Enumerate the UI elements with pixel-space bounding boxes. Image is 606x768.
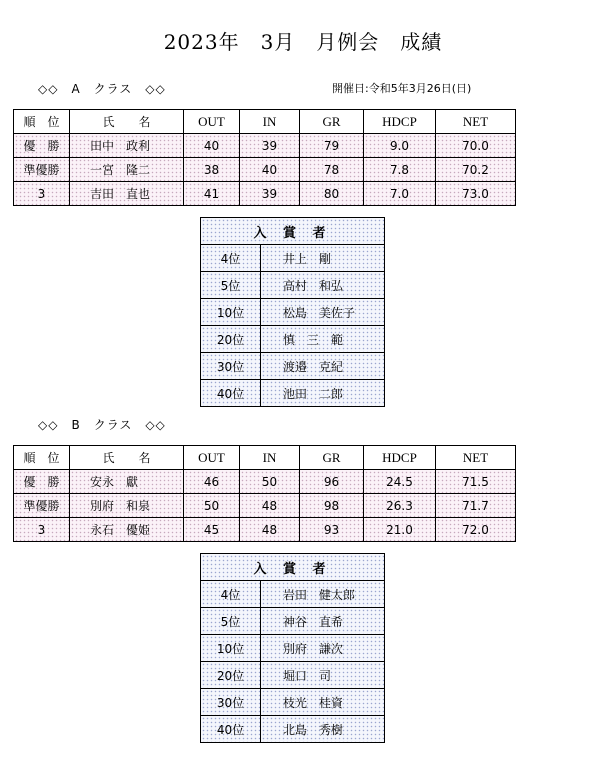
name-cell: 田中 政利	[70, 134, 184, 158]
list-item	[201, 635, 385, 662]
col-in: IN	[240, 110, 300, 134]
in-cell: 48	[240, 494, 300, 518]
col-rank: 順 位	[14, 110, 70, 134]
hdcp-cell: 26.3	[364, 494, 436, 518]
table-row	[14, 158, 516, 182]
name-cell: 別府 和泉	[70, 494, 184, 518]
table-row	[14, 518, 516, 542]
col-gr: GR	[300, 446, 364, 470]
prize-rank: 40位	[201, 380, 261, 407]
class-b-label: ◇◇ B クラス ◇◇	[38, 418, 166, 432]
col-net: NET	[436, 110, 516, 134]
prize-rank: 5位	[201, 608, 261, 635]
prize-name: 慎 三 範	[261, 326, 385, 353]
col-gr: GR	[300, 110, 364, 134]
prize-name: 枝光 桂資	[261, 689, 385, 716]
out-cell: 40	[184, 134, 240, 158]
col-name: 氏 名	[70, 446, 184, 470]
rank-cell: 3	[14, 182, 70, 206]
prize-rank: 4位	[201, 581, 261, 608]
col-name: 氏 名	[70, 110, 184, 134]
prize-rank: 40位	[201, 716, 261, 743]
prize-rank: 4位	[201, 245, 261, 272]
in-cell: 39	[240, 182, 300, 206]
col-hdcp: HDCP	[364, 446, 436, 470]
hdcp-cell: 24.5	[364, 470, 436, 494]
name-cell: 吉田 直也	[70, 182, 184, 206]
prize-rank: 10位	[201, 635, 261, 662]
out-cell: 45	[184, 518, 240, 542]
class-a-prize-table	[200, 217, 385, 407]
prize-rank: 10位	[201, 299, 261, 326]
table-row	[14, 494, 516, 518]
col-net: NET	[436, 446, 516, 470]
prize-name: 渡邉 克紀	[261, 353, 385, 380]
list-item	[201, 299, 385, 326]
gr-cell: 93	[300, 518, 364, 542]
prize-rank: 30位	[201, 353, 261, 380]
list-item	[201, 272, 385, 299]
list-item	[201, 608, 385, 635]
col-out: OUT	[184, 446, 240, 470]
col-hdcp: HDCP	[364, 110, 436, 134]
prize-name: 池田 二郎	[261, 380, 385, 407]
in-cell: 40	[240, 158, 300, 182]
prize-header: 入 賞 者	[201, 218, 385, 245]
col-in: IN	[240, 446, 300, 470]
table-row	[14, 470, 516, 494]
col-rank: 順 位	[14, 446, 70, 470]
table-header-row	[14, 110, 516, 134]
prize-header: 入 賞 者	[201, 554, 385, 581]
gr-cell: 80	[300, 182, 364, 206]
prize-name: 北島 秀樹	[261, 716, 385, 743]
gr-cell: 96	[300, 470, 364, 494]
event-date: 開催日:令和5年3月26日(日)	[332, 82, 472, 95]
rank-cell: 3	[14, 518, 70, 542]
prize-name: 井上 剛	[261, 245, 385, 272]
net-cell: 71.7	[436, 494, 516, 518]
in-cell: 48	[240, 518, 300, 542]
class-a-results-table	[13, 109, 516, 206]
prize-rank: 20位	[201, 662, 261, 689]
prize-name: 神谷 直希	[261, 608, 385, 635]
class-b-results-table	[13, 445, 516, 542]
rank-cell: 優 勝	[14, 470, 70, 494]
net-cell: 73.0	[436, 182, 516, 206]
gr-cell: 79	[300, 134, 364, 158]
list-item	[201, 326, 385, 353]
net-cell: 72.0	[436, 518, 516, 542]
hdcp-cell: 7.0	[364, 182, 436, 206]
net-cell: 70.0	[436, 134, 516, 158]
name-cell: 一宮 隆二	[70, 158, 184, 182]
out-cell: 41	[184, 182, 240, 206]
out-cell: 38	[184, 158, 240, 182]
prize-name: 別府 謙次	[261, 635, 385, 662]
net-cell: 70.2	[436, 158, 516, 182]
prize-name: 岩田 健太郎	[261, 581, 385, 608]
prize-name: 松島 美佐子	[261, 299, 385, 326]
table-header-row	[14, 446, 516, 470]
out-cell: 50	[184, 494, 240, 518]
list-item	[201, 353, 385, 380]
hdcp-cell: 21.0	[364, 518, 436, 542]
rank-cell: 準優勝	[14, 158, 70, 182]
in-cell: 39	[240, 134, 300, 158]
hdcp-cell: 9.0	[364, 134, 436, 158]
page-title: 2023年 3月 月例会 成績	[163, 30, 443, 54]
list-item	[201, 689, 385, 716]
table-row	[14, 182, 516, 206]
list-item	[201, 581, 385, 608]
class-a-label: ◇◇ A クラス ◇◇	[38, 82, 166, 96]
hdcp-cell: 7.8	[364, 158, 436, 182]
gr-cell: 98	[300, 494, 364, 518]
gr-cell: 78	[300, 158, 364, 182]
list-item	[201, 716, 385, 743]
prize-rank: 20位	[201, 326, 261, 353]
list-item	[201, 245, 385, 272]
table-row	[14, 134, 516, 158]
class-b-prize-table	[200, 553, 385, 743]
list-item	[201, 380, 385, 407]
col-out: OUT	[184, 110, 240, 134]
prize-name: 堀口 司	[261, 662, 385, 689]
net-cell: 71.5	[436, 470, 516, 494]
name-cell: 安永 獻	[70, 470, 184, 494]
rank-cell: 準優勝	[14, 494, 70, 518]
in-cell: 50	[240, 470, 300, 494]
prize-rank: 30位	[201, 689, 261, 716]
name-cell: 永石 優姫	[70, 518, 184, 542]
list-item	[201, 662, 385, 689]
prize-rank: 5位	[201, 272, 261, 299]
out-cell: 46	[184, 470, 240, 494]
prize-name: 高村 和弘	[261, 272, 385, 299]
rank-cell: 優 勝	[14, 134, 70, 158]
